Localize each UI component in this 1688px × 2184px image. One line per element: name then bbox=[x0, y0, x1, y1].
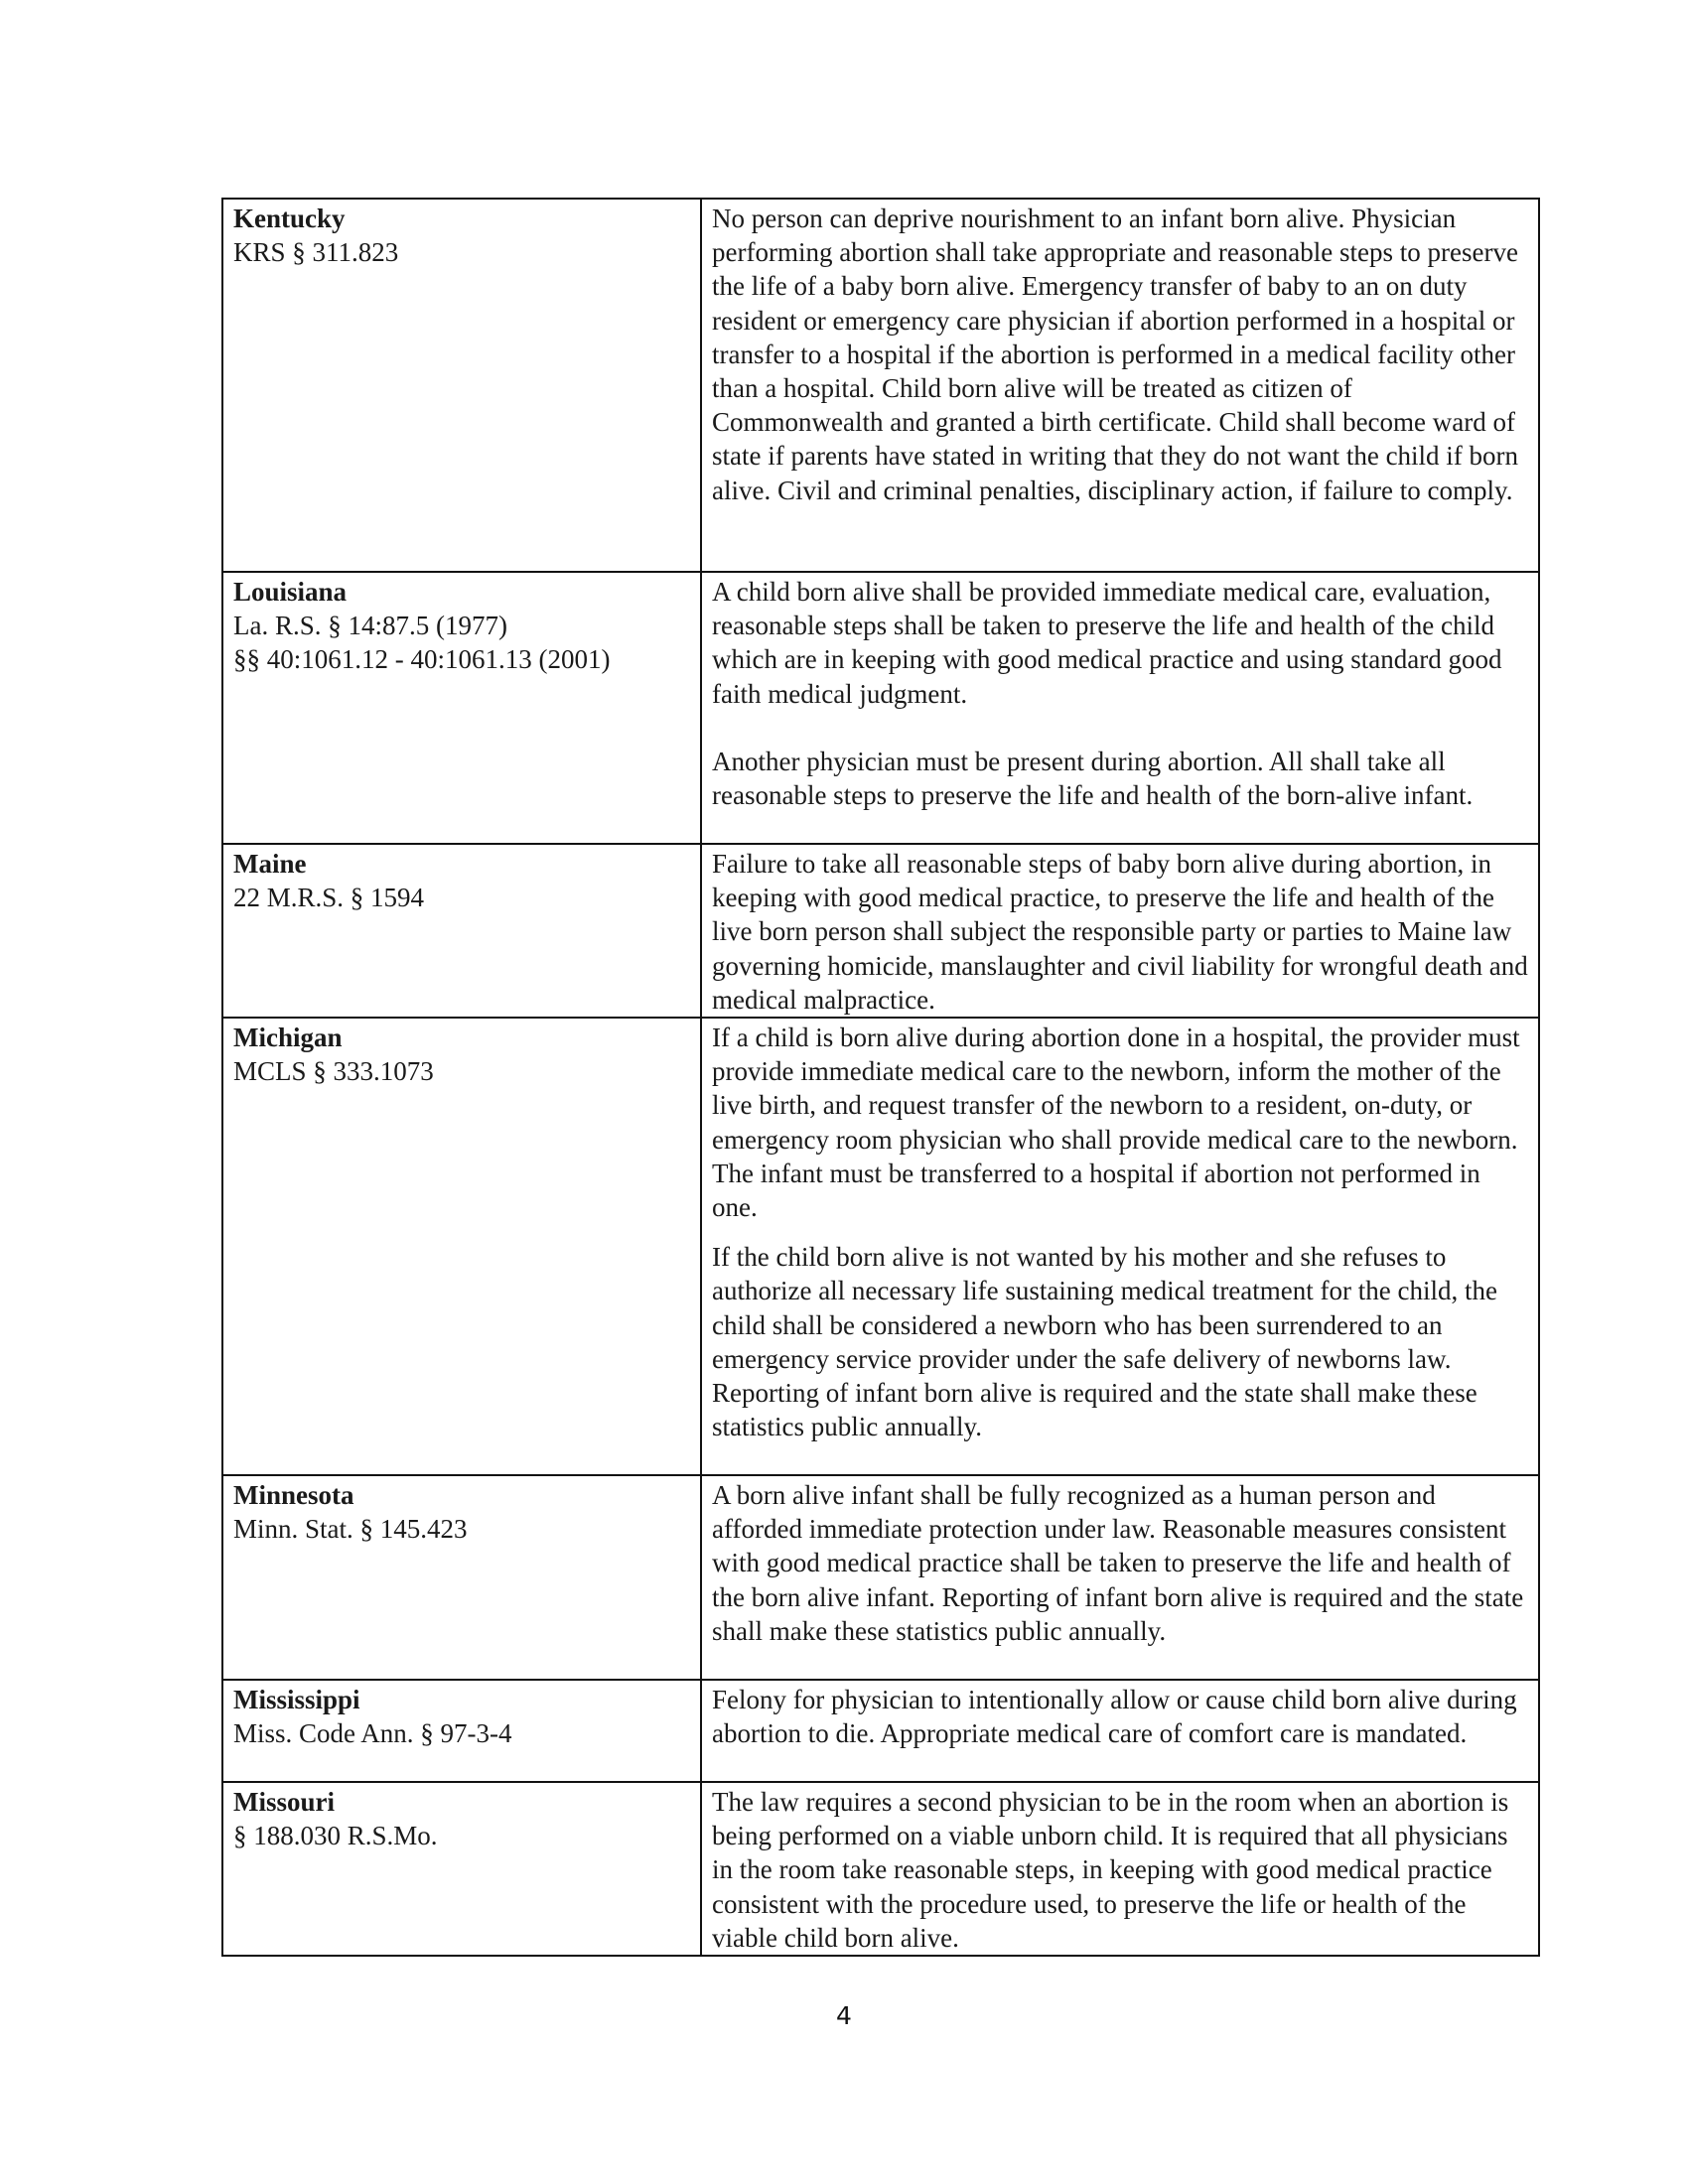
state-cell bbox=[222, 1782, 701, 1956]
statute-citation: Miss. Code Ann. § 97-3-4 bbox=[233, 1718, 512, 1749]
state-cell bbox=[222, 1680, 701, 1782]
table-row bbox=[222, 1782, 1539, 1956]
law-description-cell bbox=[701, 572, 1539, 844]
table-row bbox=[222, 572, 1539, 844]
law-description-cell bbox=[701, 1018, 1539, 1475]
state-laws-table bbox=[221, 198, 1540, 1957]
state-name: Mississippi bbox=[233, 1685, 360, 1715]
law-paragraph: Reporting of infant born alive is required and the state shall make these statistics public annually. bbox=[712, 1378, 1477, 1442]
law-paragraph: If a child is born alive during abortion done in a hospital, the provider must provide immediate medical care to the newborn, inform the mother of the live birth, and request transfer of the newborn to a resident, on-duty, or emergency room physician who shall provide medical care to the newborn. The infant must be transferred to a hospital if abortion not performed in one. bbox=[712, 1023, 1520, 1223]
state-name: Missouri bbox=[233, 1787, 336, 1818]
table-row bbox=[222, 1680, 1539, 1782]
law-paragraph: If the child born alive is not wanted by his mother and she refuses to authorize all necessary life sustaining medical treatment for the child, the child shall be considered a newborn who has been surrendered to an emergency service provider under the safe delivery of newborns law. bbox=[712, 1242, 1497, 1374]
state-cell bbox=[222, 1018, 701, 1475]
law-paragraph: No person can deprive nourishment to an infant born alive. Physician performing abortion shall take appropriate and reasonable steps to preserve the life of a baby born alive. Emergency transfer of baby to an on duty resident or emergency care physician if abortion performed in a hospital or transfer to a hospital if the abortion is performed in a medical facility other than a hospital. Child born alive will be treated as citizen of Commonwealth and granted a birth certificate. Child shall become ward of state if parents have stated in writing that they do not want the child if born alive. Civil and criminal penalties, disciplinary action, if failure to comply. bbox=[712, 204, 1519, 505]
law-paragraph: Felony for physician to intentionally allow or cause child born alive during abortion to die. Appropriate medical care of comfort care is mandated. bbox=[712, 1685, 1517, 1749]
law-paragraph: A child born alive shall be provided immediate medical care, evaluation, reasonable steps shall be taken to preserve the life and health of the child which are in keeping with good medical practice and using standard good faith medical judgment. bbox=[712, 577, 1502, 709]
law-description-cell bbox=[701, 1782, 1539, 1956]
document-page bbox=[221, 198, 1528, 1957]
state-cell bbox=[222, 572, 701, 844]
state-name: Maine bbox=[233, 849, 307, 879]
table-row bbox=[222, 1018, 1539, 1475]
page-number: 4 bbox=[836, 2001, 852, 2030]
state-name: Louisiana bbox=[233, 577, 348, 607]
law-paragraph: The law requires a second physician to be in the room when an abortion is being performed on a viable unborn child. It is required that all physicians in the room take reasonable steps, in keeping with good medical practice consistent with the procedure used, to preserve the life or health of the viable child born alive. bbox=[712, 1787, 1509, 1953]
law-description-cell bbox=[701, 1475, 1539, 1680]
law-paragraph: Another physician must be present during abortion. All shall take all reasonable steps to preserve the life and health of the born-alive infant. bbox=[712, 746, 1474, 811]
state-name: Michigan bbox=[233, 1023, 343, 1053]
statute-citation: 22 M.R.S. § 1594 bbox=[233, 883, 425, 913]
statute-citation: La. R.S. § 14:87.5 (1977) bbox=[233, 611, 507, 641]
state-name: Kentucky bbox=[233, 204, 346, 233]
law-paragraph: A born alive infant shall be fully recognized as a human person and afforded immediate protection under law. Reasonable measures consistent with good medical practice shall be taken to preserve the life and health of the born alive infant. Reporting of infant born alive is required and the state shall make these statistics public annually. bbox=[712, 1480, 1524, 1646]
state-cell bbox=[222, 1475, 701, 1680]
state-cell bbox=[222, 844, 701, 1018]
statute-citation: § 188.030 R.S.Mo. bbox=[233, 1821, 438, 1851]
table-row bbox=[222, 199, 1539, 572]
law-description-cell bbox=[701, 844, 1539, 1018]
law-description-cell bbox=[701, 1680, 1539, 1782]
state-name: Minnesota bbox=[233, 1480, 354, 1511]
statute-citation: Minn. Stat. § 145.423 bbox=[233, 1514, 468, 1545]
law-paragraph: Failure to take all reasonable steps of baby born alive during abortion, in keeping with good medical practice, to preserve the life and health of the live born person shall subject the responsible party or parties to Maine law governing homicide, manslaughter and civil liability for wrongful death and medical malpractice. bbox=[712, 849, 1528, 1015]
statute-citation: KRS § 311.823 bbox=[233, 237, 399, 268]
statute-citation: §§ 40:1061.12 - 40:1061.13 (2001) bbox=[233, 644, 611, 675]
table-row bbox=[222, 844, 1539, 1018]
statute-citation: MCLS § 333.1073 bbox=[233, 1056, 434, 1087]
law-description-cell bbox=[701, 199, 1539, 572]
table-row bbox=[222, 1475, 1539, 1680]
state-cell bbox=[222, 199, 701, 572]
